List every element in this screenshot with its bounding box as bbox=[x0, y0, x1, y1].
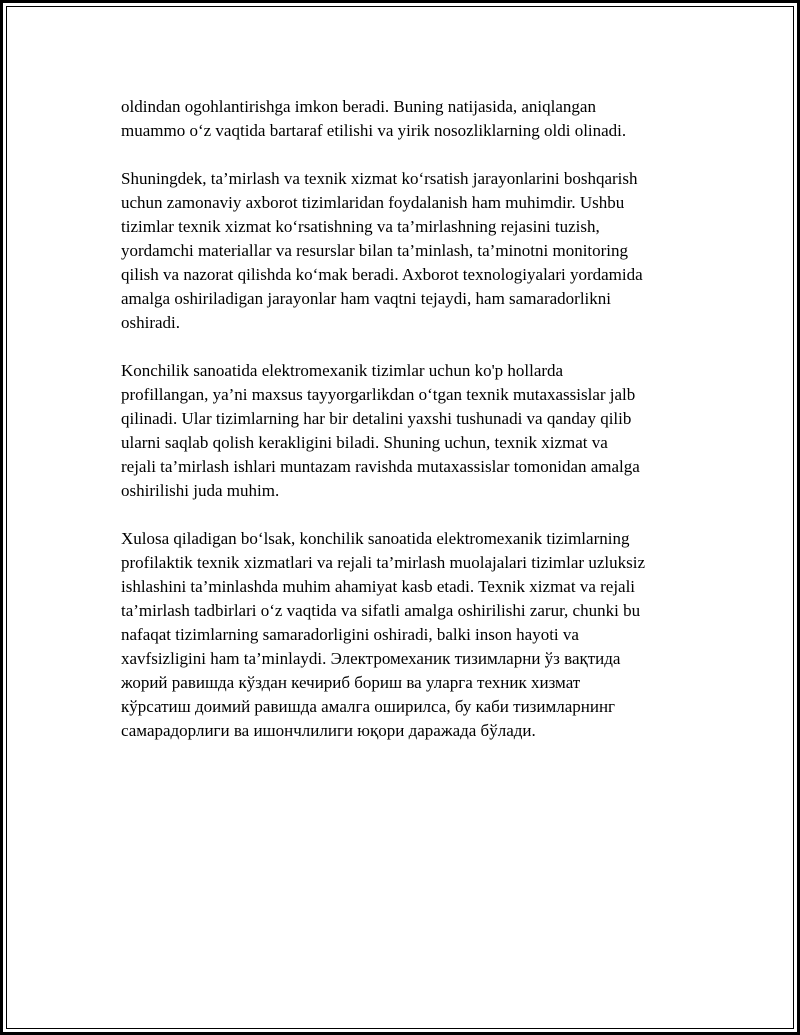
text-line: muammo o‘z vaqtida bartaraf etilishi va yirik nosozliklarning oldi olinadi. bbox=[121, 121, 627, 140]
text-line: Xulosa qiladigan bo‘lsak, konchilik sanoatida elektromexanik tizimlarning bbox=[121, 529, 630, 548]
text-line: oshirilishi juda muhim. bbox=[121, 481, 280, 500]
text-line: Shuningdek, ta’mirlash va texnik xizmat ko‘rsatish jarayonlarini boshqarish bbox=[121, 169, 638, 188]
document-body bbox=[121, 95, 701, 767]
text-line: uchun zamonaviy axborot tizimlaridan foydalanish ham muhimdir. Ushbu bbox=[121, 193, 625, 212]
text-line: tizimlar texnik xizmat ko‘rsatishning va ta’mirlashning rejasini tuzish, bbox=[121, 217, 600, 236]
paragraph-2 bbox=[121, 167, 701, 335]
text-line: qilish va nazorat qilishda ko‘mak beradi. Axborot texnologiyalari yordamida bbox=[121, 265, 643, 284]
paragraph-1 bbox=[121, 95, 701, 143]
text-line: жорий равишда кўздан кечириб бориш ва уларга техник хизмат bbox=[121, 673, 581, 692]
text-line: profillangan, ya’ni maxsus tayyorgarlikdan o‘tgan texnik mutaxassislar jalb bbox=[121, 385, 636, 404]
text-line: oldindan ogohlantirishga imkon beradi. Buning natijasida, aniqlangan bbox=[121, 97, 596, 116]
text-line: qilinadi. Ular tizimlarning har bir detalini yaxshi tushunadi va qanday qilib bbox=[121, 409, 632, 428]
paragraph-4 bbox=[121, 527, 701, 743]
text-line: nafaqat tizimlarning samaradorligini oshiradi, balki inson hayoti va bbox=[121, 625, 579, 644]
text-line: ta’mirlash tadbirlari o‘z vaqtida va sifatli amalga oshirilishi zarur, chunki bu bbox=[121, 601, 641, 620]
text-line: profilaktik texnik xizmatlari va rejali ta’mirlash muolajalari tizimlar uzluksiz bbox=[121, 553, 645, 572]
text-line: ularni saqlab qolish kerakligini biladi. Shuning uchun, texnik xizmat va bbox=[121, 433, 608, 452]
text-line: oshiradi. bbox=[121, 313, 181, 332]
text-line: yordamchi materiallar va resurslar bilan ta’minlash, ta’minotni monitoring bbox=[121, 241, 629, 260]
text-line: самарадорлиги ва ишончлилиги юқори даражада бўлади. bbox=[121, 721, 536, 740]
text-line: xavfsizligini ham ta’minlaydi. Электромеханик тизимларни ўз вақтида bbox=[121, 649, 621, 668]
text-line: ishlashini ta’minlashda muhim ahamiyat kasb etadi. Texnik xizmat va rejali bbox=[121, 577, 636, 596]
text-line: Konchilik sanoatida elektromexanik tizimlar uchun ko'p hollarda bbox=[121, 361, 564, 380]
text-line: rejali ta’mirlash ishlari muntazam ravishda mutaxassislar tomonidan amalga bbox=[121, 457, 640, 476]
text-line: amalga oshiriladigan jarayonlar ham vaqtni tejaydi, ham samaradorlikni bbox=[121, 289, 612, 308]
paragraph-3 bbox=[121, 359, 701, 503]
text-line: кўрсатиш доимий равишда амалга оширилса, бу каби тизимларнинг bbox=[121, 697, 616, 716]
